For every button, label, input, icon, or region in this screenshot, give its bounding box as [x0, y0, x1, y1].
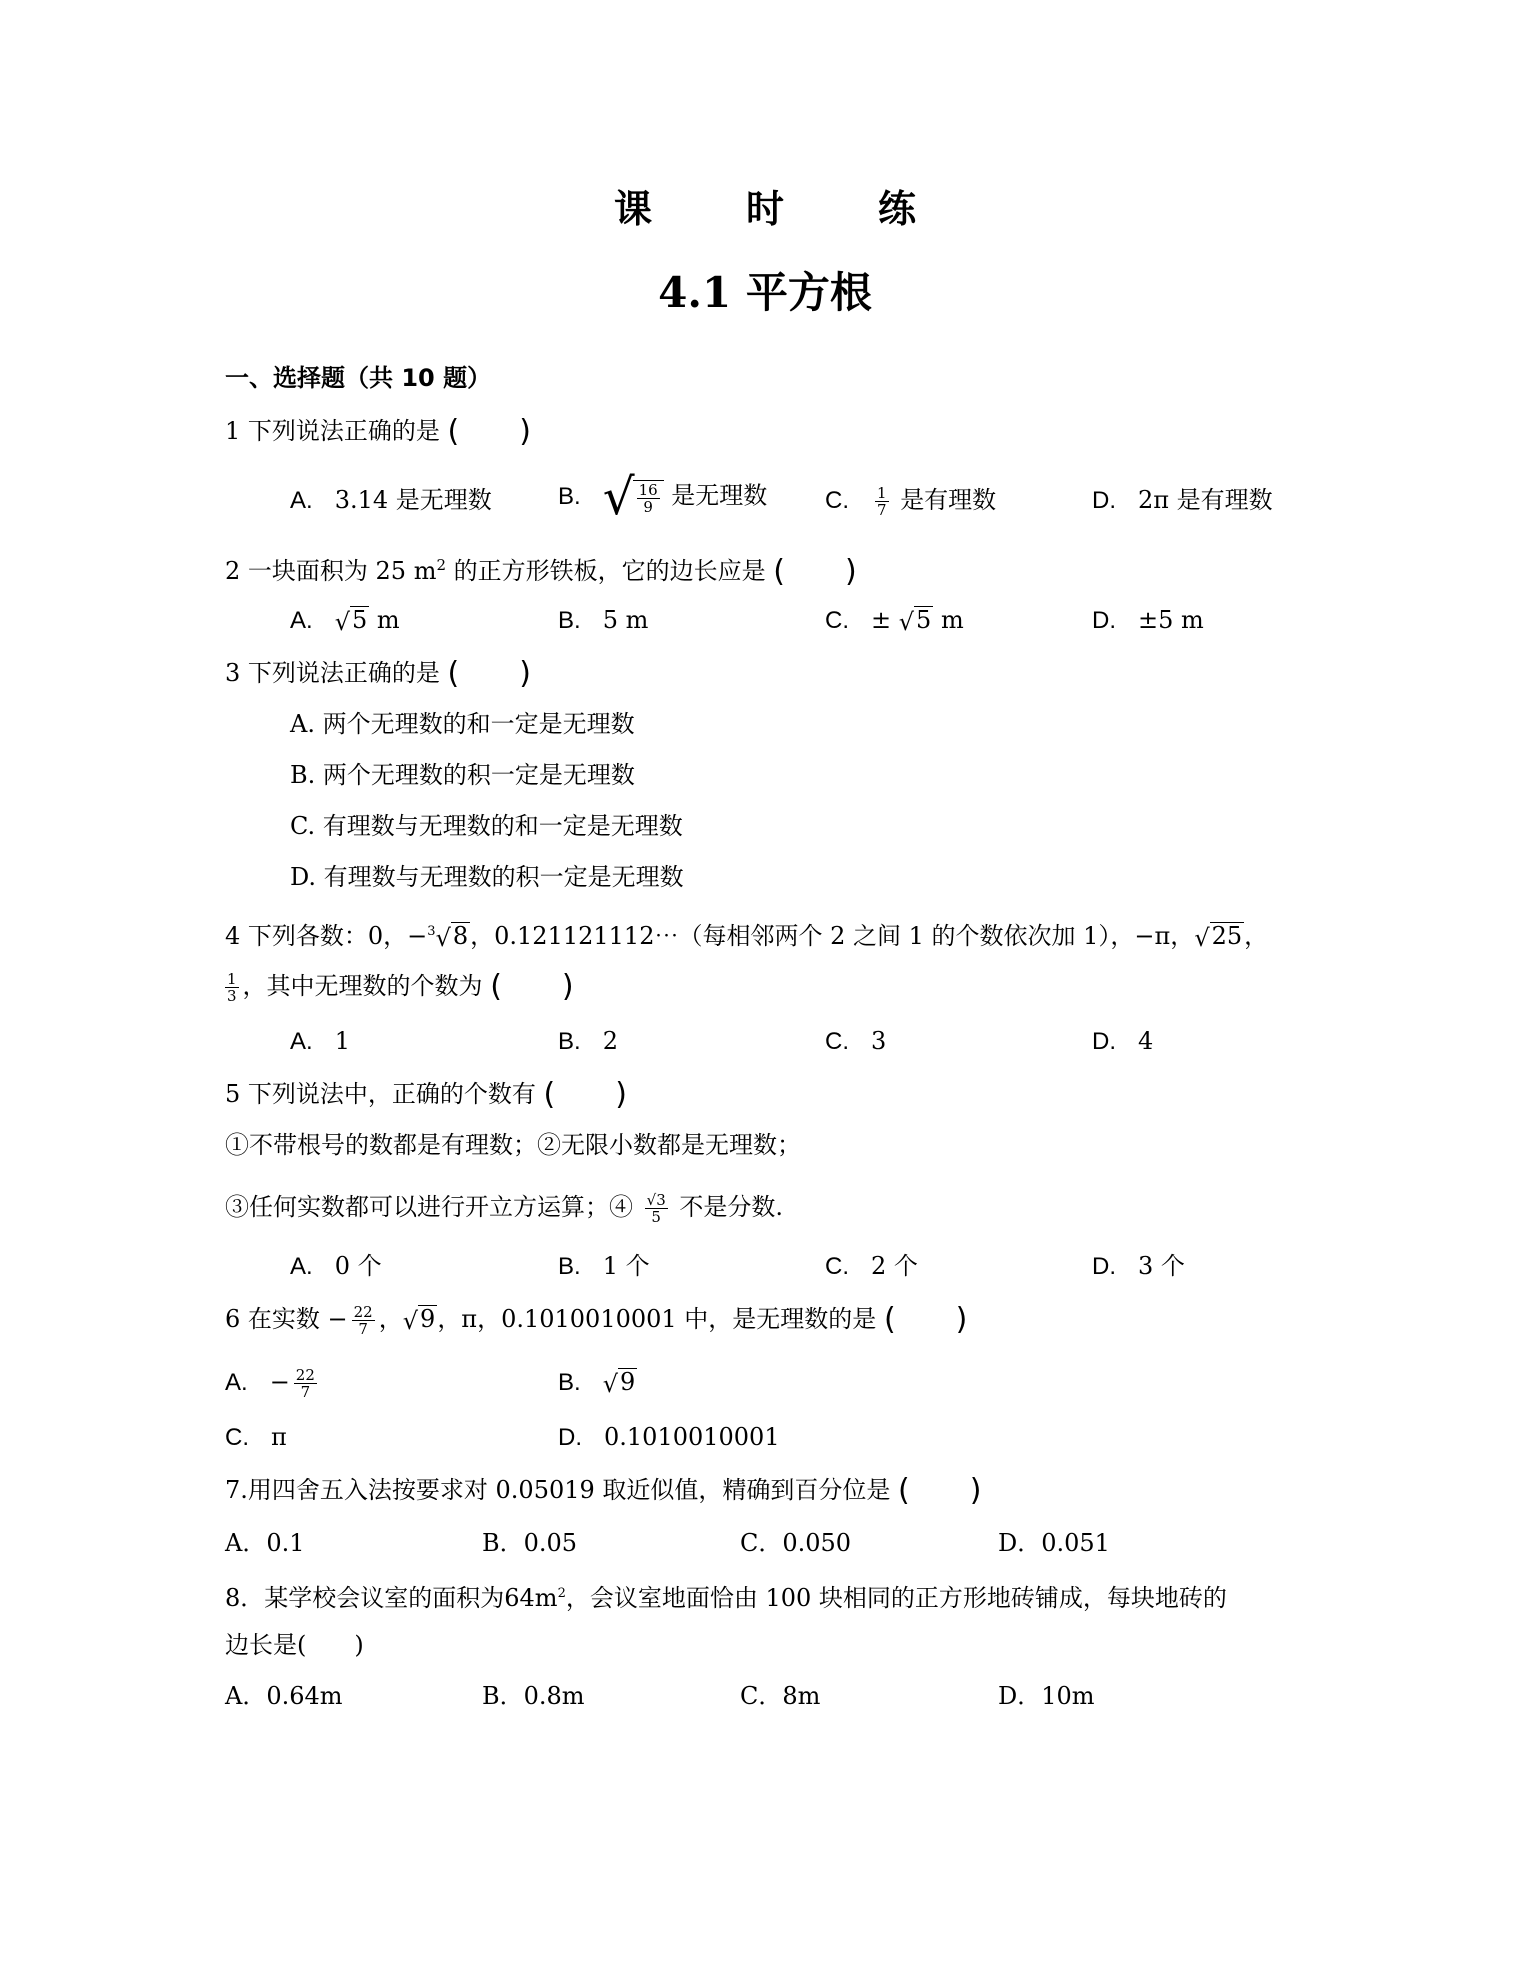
option-label: D.	[558, 1424, 582, 1451]
answer-blank: ( )	[883, 1302, 968, 1337]
numerator: 1	[227, 970, 237, 988]
plus-minus: ±	[871, 606, 899, 634]
denominator: 7	[300, 1383, 311, 1401]
option-text: 3.14 是无理数	[334, 486, 492, 514]
option-text: 2 个	[871, 1252, 918, 1280]
q3-option-c: C. 有理数与无理数的和一定是无理数	[290, 812, 683, 840]
sqrt-expression	[602, 468, 664, 526]
unit: m	[369, 606, 400, 634]
separator: ，	[1244, 922, 1269, 950]
q1-option-c	[825, 484, 996, 518]
question-text: 8．某学校会议室的面积为64m	[225, 1584, 558, 1612]
question-text-cont: ，会议室地面恰由 100 块相同的正方形地砖铺成，每块地砖的	[565, 1584, 1227, 1612]
q6-option-c	[225, 1421, 287, 1454]
option-text: 0 个	[334, 1252, 382, 1280]
statement-text: 不是分数.	[671, 1193, 784, 1221]
option-label: B.	[558, 1253, 581, 1280]
question-4-stem-line2	[225, 970, 574, 1004]
q8-option-b: B．0.8m	[482, 1682, 585, 1710]
numerator: 16	[638, 480, 658, 499]
q5-option-c	[825, 1250, 918, 1283]
denominator: 5	[651, 1208, 661, 1226]
option-label: D.	[1092, 1028, 1116, 1055]
radicand: 9	[619, 1368, 636, 1396]
radicand: 5	[916, 606, 932, 634]
q1-option-a	[290, 484, 492, 517]
page-subtitle: 4.1 平方根	[658, 268, 872, 317]
option-text: ±5 m	[1138, 606, 1204, 634]
q6-option-a	[225, 1366, 321, 1400]
option-text: 3	[871, 1027, 887, 1055]
fraction	[637, 482, 660, 515]
q8-option-c: C．8m	[740, 1682, 821, 1710]
question-6-stem	[225, 1303, 967, 1337]
minus-sign: −	[269, 1368, 290, 1396]
option-text: 2π 是有理数	[1138, 486, 1273, 514]
question-3-stem	[225, 657, 531, 690]
option-label: C.	[225, 1424, 249, 1451]
q7-option-d: D．0.051	[998, 1529, 1110, 1557]
page-title: 课 时 练	[613, 186, 944, 231]
question-text: 1 下列说法正确的是	[225, 417, 440, 445]
fraction	[225, 971, 239, 1004]
question-4-stem	[225, 916, 1268, 954]
superscript: 2	[557, 1586, 566, 1601]
q2-option-a	[290, 604, 400, 638]
q5-statement-2	[225, 1191, 783, 1225]
statement-text: ③任何实数都可以进行开立方运算；④	[225, 1193, 641, 1221]
denominator: 7	[358, 1320, 368, 1338]
q7-option-c: C．0.050	[740, 1529, 852, 1557]
option-text: 0.1010010001	[604, 1423, 780, 1451]
option-text: 1	[334, 1027, 350, 1055]
q5-option-d	[1092, 1250, 1185, 1283]
sqrt-icon: √	[1194, 923, 1210, 952]
option-text: 是有理数	[900, 486, 997, 514]
q2-option-d	[1092, 604, 1204, 637]
question-2-stem	[225, 549, 857, 588]
fraction	[645, 1192, 668, 1225]
sqrt-icon: √	[402, 1306, 419, 1335]
question-text-cont: ，π，0.1010010001 中，是无理数的是	[437, 1305, 877, 1333]
question-1-stem	[225, 415, 531, 448]
answer-blank: ( )	[447, 656, 531, 691]
option-label: A.	[290, 487, 313, 514]
q3-option-d: D. 有理数与无理数的积一定是无理数	[290, 863, 684, 891]
numerator: √3	[646, 1191, 666, 1209]
question-8-stem-line2: 边长是( )	[225, 1631, 364, 1659]
q6-option-b	[558, 1366, 637, 1400]
radicand: 9	[420, 1305, 436, 1333]
separator: ，	[378, 1305, 403, 1333]
q2-option-c	[825, 604, 964, 638]
option-label: C.	[825, 1028, 849, 1055]
fraction	[352, 1304, 375, 1337]
denominator: 9	[643, 497, 653, 516]
answer-blank: ( )	[543, 1077, 627, 1112]
numerator: 22	[353, 1303, 373, 1321]
question-text: 7.用四舍五入法按要求对 0.05019 取近似值，精确到百分位是	[225, 1476, 891, 1504]
question-text: 6 在实数 −	[225, 1305, 348, 1333]
superscript: 2	[436, 556, 446, 574]
cube-root-icon: √	[435, 923, 451, 952]
fraction	[875, 485, 889, 518]
numerator: 1	[877, 484, 887, 502]
q1-option-b	[558, 468, 768, 526]
answer-blank: ( )	[773, 554, 857, 589]
option-label: C.	[825, 487, 849, 514]
radicand: 5	[351, 606, 368, 634]
question-8-stem	[225, 1578, 1227, 1614]
q7-option-a: A．0.1	[225, 1529, 305, 1557]
q3-option-a: A. 两个无理数的和一定是无理数	[290, 710, 635, 738]
question-text: 2 一块面积为 25 m	[225, 557, 437, 585]
option-text: 2	[602, 1027, 618, 1055]
option-label: B.	[558, 482, 581, 510]
root-index: 3	[427, 924, 436, 939]
option-label: C.	[825, 1253, 849, 1280]
q1-option-d	[1092, 484, 1273, 517]
question-text: ，其中无理数的个数为	[242, 972, 483, 1000]
section-heading: 一、选择题（共 10 题）	[225, 364, 492, 392]
q2-option-b	[558, 604, 648, 637]
question-5-stem	[225, 1078, 627, 1111]
option-label: D.	[1092, 487, 1116, 514]
option-label: A.	[225, 1369, 248, 1396]
option-label: D.	[1092, 1253, 1116, 1280]
option-label: C.	[825, 607, 849, 634]
q6-option-d	[558, 1421, 780, 1454]
option-text: 4	[1138, 1027, 1154, 1055]
q8-option-a: A．0.64m	[225, 1682, 343, 1710]
sqrt-icon: √	[334, 607, 350, 636]
q4-option-c	[825, 1025, 886, 1058]
q3-option-b: B. 两个无理数的积一定是无理数	[290, 761, 635, 789]
q4-option-b	[558, 1025, 618, 1058]
answer-blank: ( )	[447, 414, 531, 449]
question-text: 4 下列各数：0，−	[225, 922, 428, 950]
question-7-stem	[225, 1474, 981, 1507]
unit: m	[933, 606, 964, 634]
q5-option-b	[558, 1250, 650, 1283]
denominator: 3	[227, 987, 237, 1005]
sqrt-icon: √	[898, 607, 915, 636]
option-label: B.	[558, 1369, 581, 1396]
question-text-cont: 的正方形铁板，它的边长应是	[446, 557, 766, 585]
sqrt-icon: √	[602, 468, 635, 526]
answer-blank: ( )	[898, 1473, 982, 1508]
option-label: D.	[1092, 607, 1116, 634]
q7-option-b: B．0.05	[482, 1529, 578, 1557]
numerator: 22	[295, 1366, 315, 1384]
question-text: 3 下列说法正确的是	[225, 659, 440, 687]
radicand: 8	[452, 922, 469, 950]
q5-option-a	[290, 1250, 382, 1283]
option-label: A.	[290, 1028, 313, 1055]
q4-option-a	[290, 1025, 350, 1058]
q8-option-d: D．10m	[998, 1682, 1095, 1710]
option-label: B.	[558, 1028, 581, 1055]
denominator: 7	[877, 501, 887, 519]
q5-statement-1: ①不带根号的数都是有理数；②无限小数都是无理数；	[225, 1131, 801, 1159]
option-text: 是无理数	[671, 481, 768, 510]
answer-blank: ( )	[490, 969, 574, 1004]
option-text: 5 m	[602, 606, 649, 634]
option-label: A.	[290, 1253, 313, 1280]
q4-option-d	[1092, 1025, 1153, 1058]
option-text: 1 个	[602, 1252, 650, 1280]
option-text: π	[271, 1423, 287, 1451]
option-label: A.	[290, 607, 313, 634]
option-label: B.	[558, 607, 581, 634]
fraction	[294, 1367, 317, 1400]
option-text: 3 个	[1138, 1252, 1185, 1280]
question-text-cont: ，0.121121112⋯（每相邻两个 2 之间 1 的个数依次加 1），−π，	[470, 922, 1195, 950]
radicand: 25	[1211, 922, 1243, 950]
sqrt-icon: √	[602, 1369, 618, 1398]
question-text: 5 下列说法中，正确的个数有	[225, 1080, 536, 1108]
